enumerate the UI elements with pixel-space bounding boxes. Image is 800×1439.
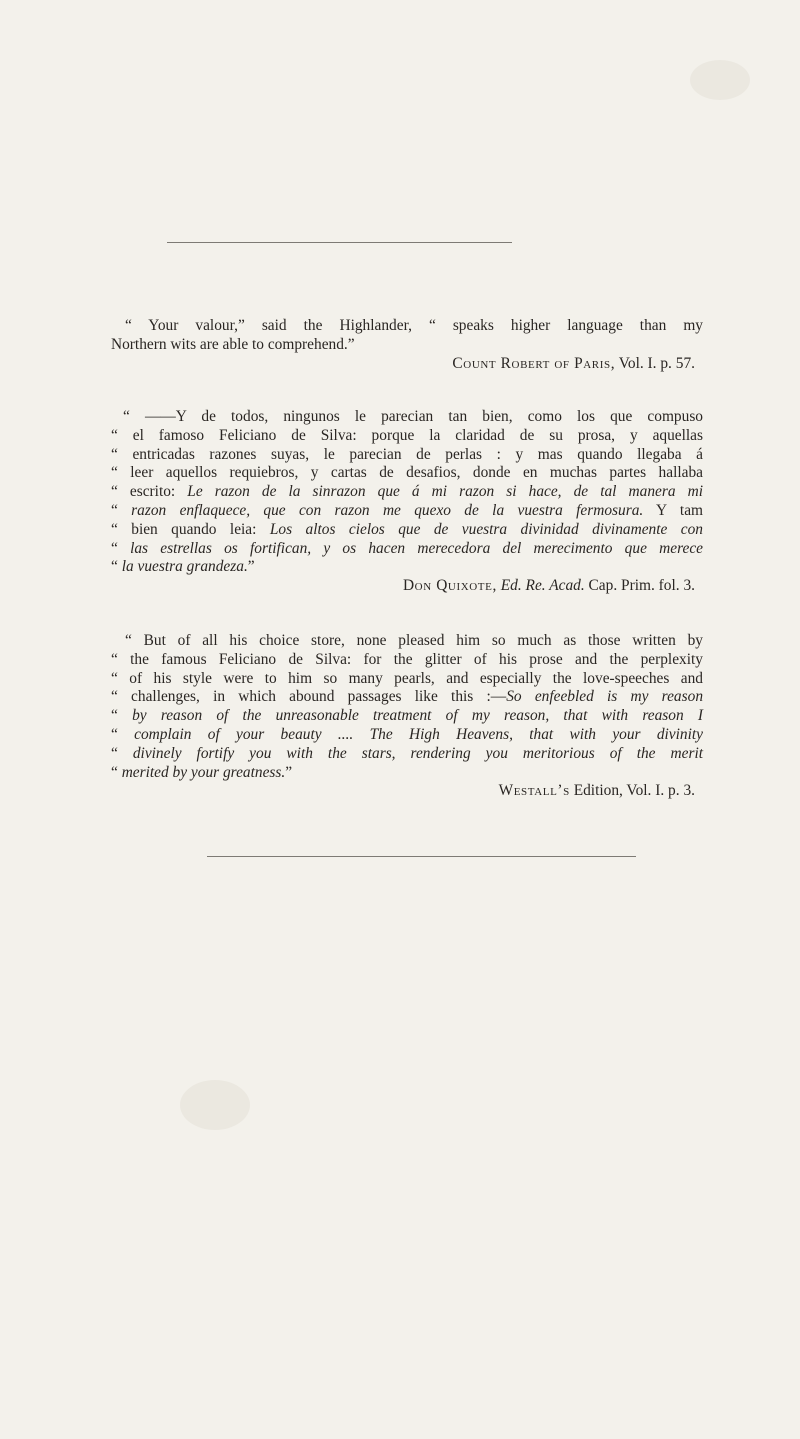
epigraph-line — [111, 502, 703, 521]
citation-source: Count Robert of Paris, — [452, 354, 616, 372]
quote-italic: Los altos cielos que de vuestra divinidad divinamente con — [269, 520, 703, 538]
epigraph-line — [111, 764, 703, 783]
quote-text: ” — [285, 763, 293, 781]
epigraph-quixote-spanish — [111, 408, 703, 596]
epigraph-line: “ ——Y de todos, ningunos le parecian tan bien, como los que compuso — [123, 408, 703, 425]
epigraph-line: “ But of all his choice store, none pleased him so much as those written by — [125, 632, 703, 649]
quote-text: “ — [111, 744, 133, 762]
quote-italic: la vuestra grandeza. — [121, 558, 248, 576]
epigraph-line — [111, 707, 703, 726]
top-rule — [167, 242, 512, 243]
quote-text: “ — [111, 725, 135, 743]
quote-text: “ escrito: — [111, 483, 188, 501]
quote-italic: Le razon de la sinrazon que á mi razon si hace, de tal manera mi — [187, 483, 703, 501]
quote-italic: So enfeebled is my reason — [506, 688, 704, 706]
epigraph-line: Northern wits are able to comprehend.” — [111, 335, 355, 353]
epigraph-line — [111, 726, 703, 745]
quote-text: “ — [111, 501, 132, 519]
epigraph-line: “ entricadas razones suyas, le parecian de perlas : y mas quando llegaba á — [111, 445, 703, 463]
epigraph-line — [111, 540, 703, 559]
citation-reference: Edition, Vol. I. p. 3. — [573, 782, 695, 800]
quote-text: “ challenges, in which abound passages like this :— — [111, 688, 507, 706]
epigraph-line — [111, 745, 703, 764]
quote-italic: divinely fortify you with the stars, rendering you meritorious of the merit — [132, 744, 703, 762]
epigraph-citation — [111, 782, 703, 801]
quote-text: ” — [247, 558, 255, 576]
quote-text: “ — [111, 539, 131, 557]
paper-stain — [180, 1080, 250, 1130]
citation-source: Westall’s — [498, 782, 570, 800]
epigraph-line: “ el famoso Feliciano de Silva: porque la claridad de su prosa, y aquellas — [111, 426, 703, 444]
quote-italic: merited by your greatness. — [121, 763, 286, 781]
quote-text: Y tam — [643, 501, 703, 519]
quote-italic: by reason of the unreasonable treatment of my reason, that with reason I — [132, 707, 703, 725]
quote-text: “ — [111, 763, 122, 781]
citation-source: Don Quixote, — [402, 577, 497, 595]
paper-stain — [690, 60, 750, 100]
epigraph-quixote-english — [111, 632, 703, 801]
bottom-rule — [207, 856, 636, 857]
citation-reference: Cap. Prim. fol. 3. — [588, 577, 695, 595]
epigraph-line: “ leer aquellos requiebros, y cartas de desafios, donde en muchas partes hallaba — [111, 464, 703, 482]
quote-text: “ bien quando leia: — [111, 520, 270, 538]
quote-text: “ — [111, 707, 133, 725]
quote-italic: complain of your beauty .... The High Heavens, that with your divinity — [134, 725, 703, 743]
epigraph-line: “ the famous Feliciano de Silva: for the glitter of his prose and the perplexity — [111, 650, 703, 668]
epigraph-citation — [111, 355, 703, 374]
epigraph-scott — [111, 317, 703, 373]
epigraph-line — [111, 558, 703, 577]
quote-italic: razon enflaquece, que con razon me quexo de la vuestra fermosura. — [131, 501, 644, 519]
quote-text: “ — [111, 558, 122, 576]
epigraph-line: “ of his style were to him so many pearls, and especially the love-speeches and — [111, 669, 703, 687]
citation-reference: Vol. I. p. 57. — [618, 354, 695, 372]
epigraph-citation — [111, 577, 703, 596]
epigraph-line — [111, 483, 703, 502]
epigraph-line — [111, 688, 703, 707]
citation-edition: Ed. Re. Acad. — [500, 577, 585, 595]
epigraph-line — [111, 521, 703, 540]
quote-italic: las estrellas os fortifican, y os hacen merecedora del merecimento que merece — [130, 539, 703, 557]
epigraph-line: “ Your valour,” said the Highlander, “ speaks higher language than my — [125, 317, 703, 334]
